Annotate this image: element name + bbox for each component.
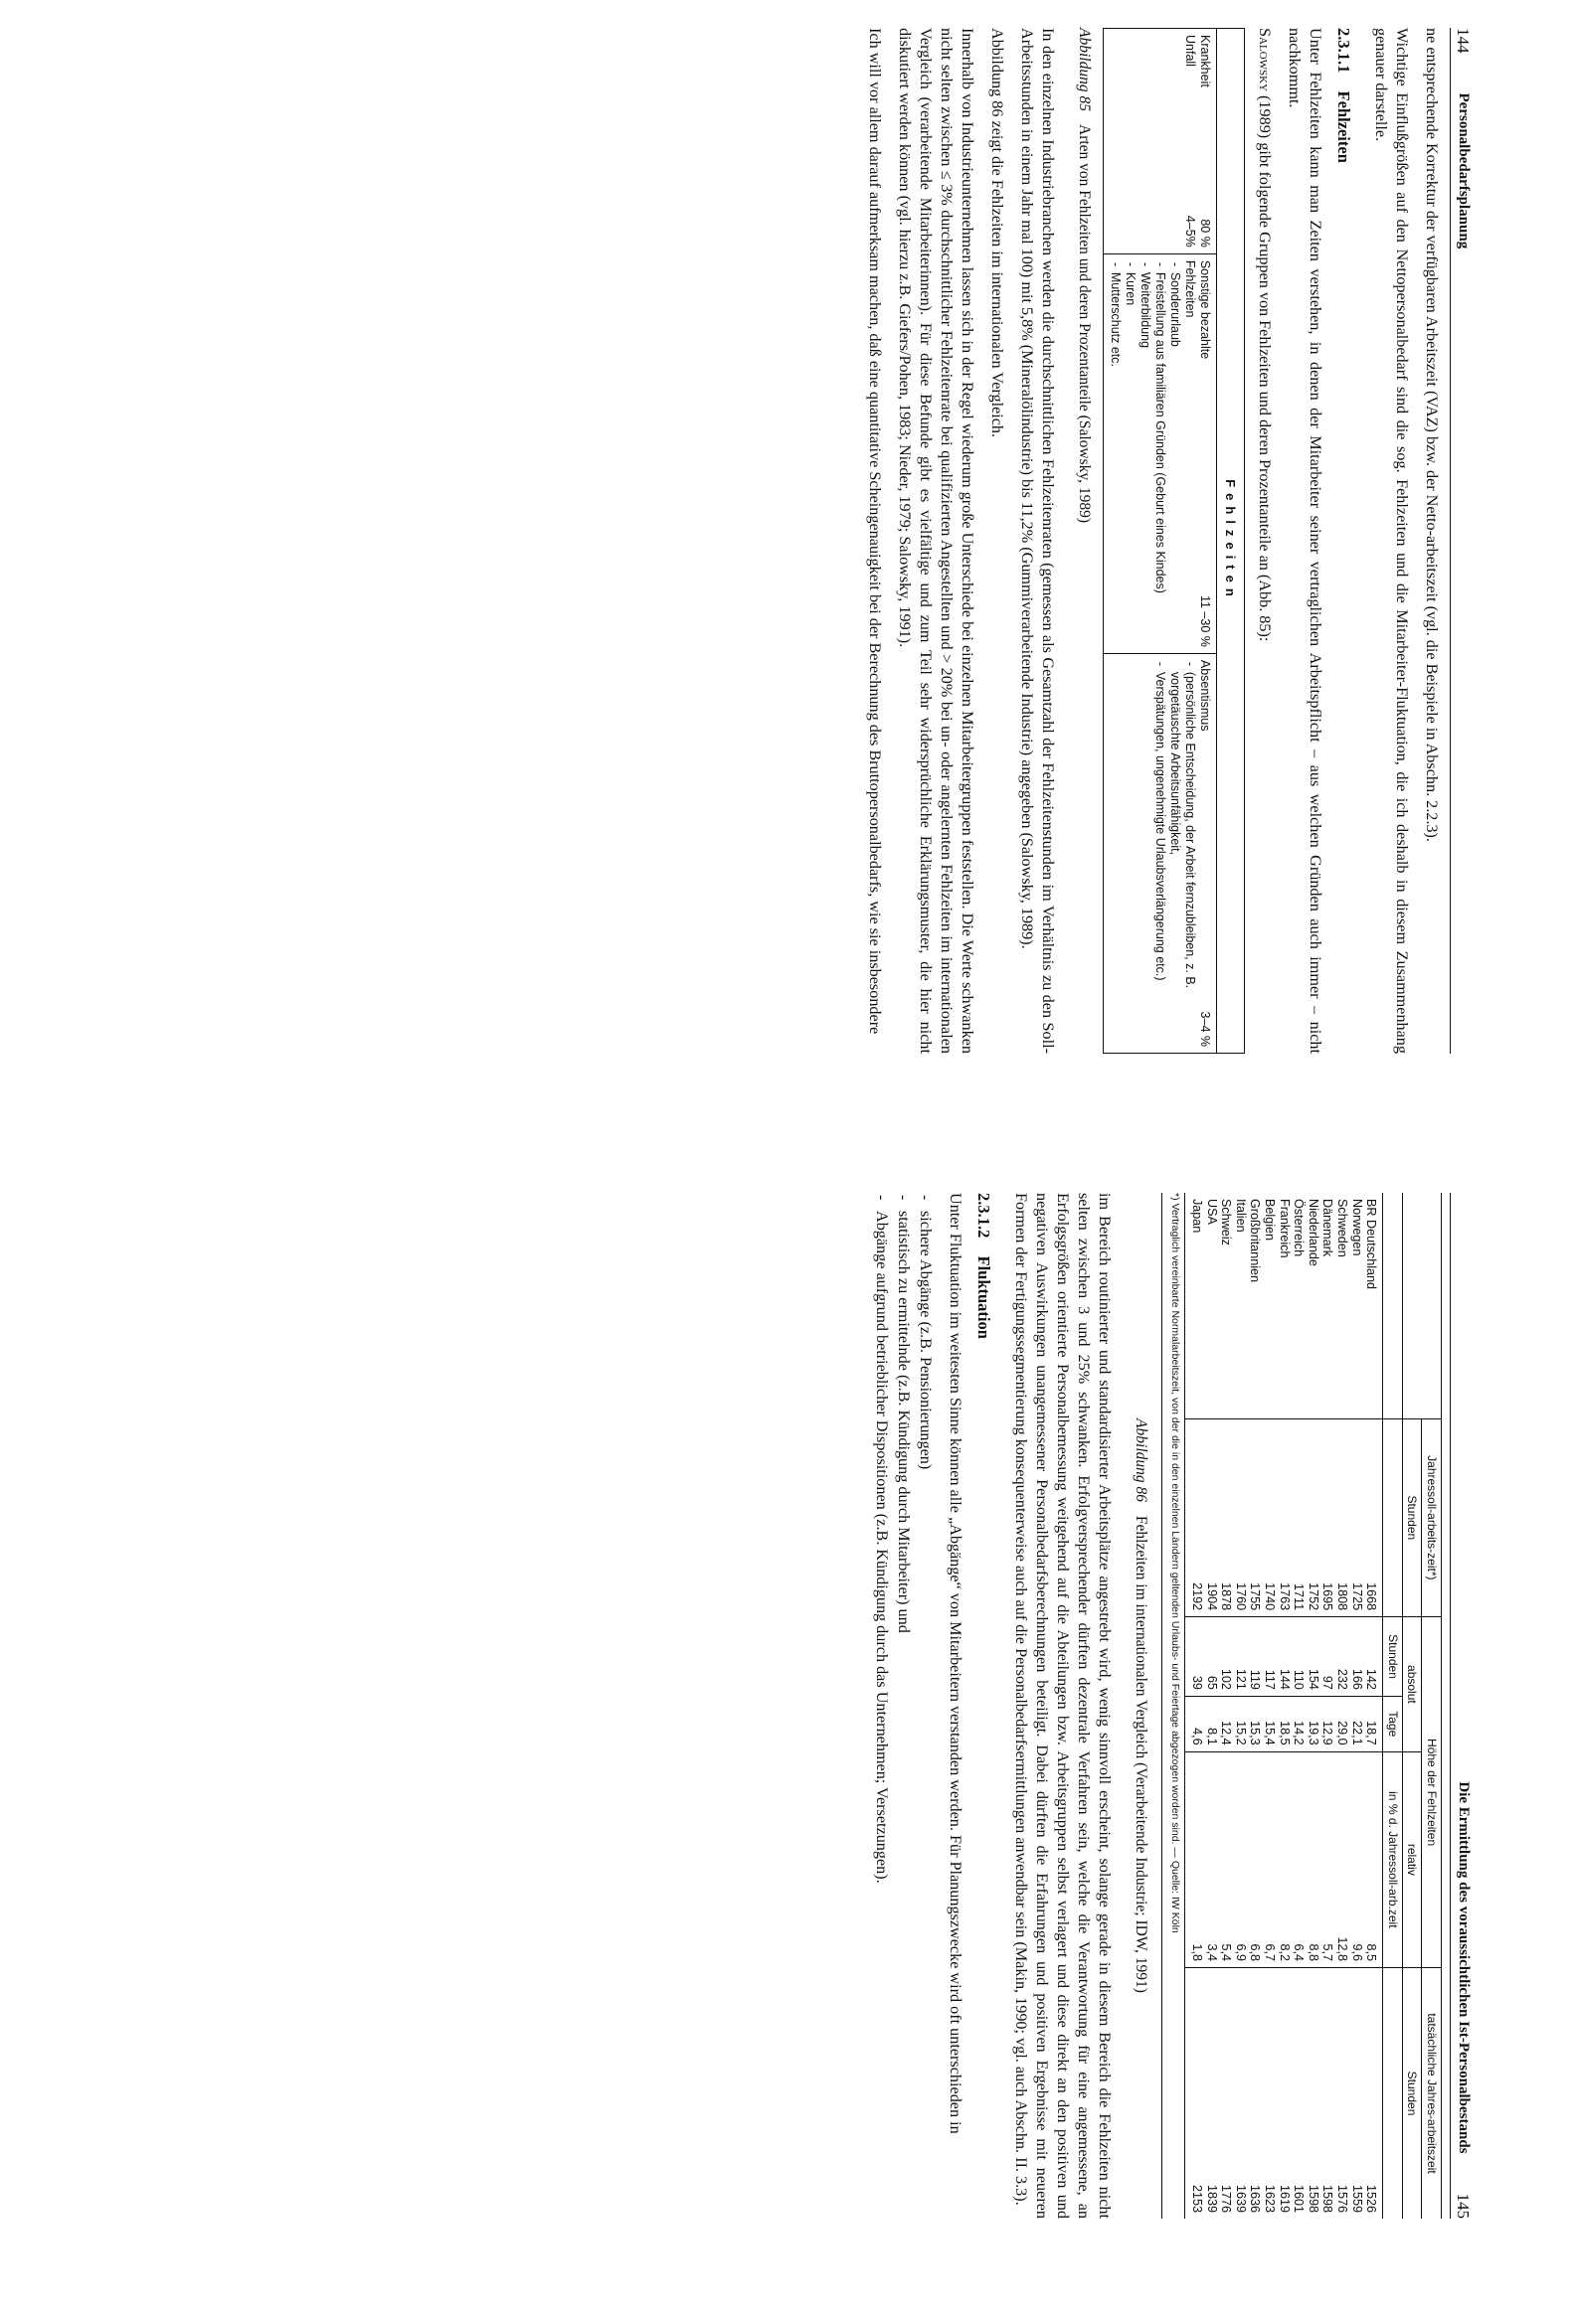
absence-group-title: Absentismus <box>1198 659 1212 732</box>
cell-tats: 1598 <box>1320 1968 1335 2219</box>
paragraph: In den einzelnen Industriebranchen werden die durchschnittlichen Fehlzeitenraten (gemessen als Gesamtzahl der Fehlzeitenstunden im Verhältnis zu den Soll-Arbeitsstunden in einem Jahr mal 100) mit 5,8% (Mineralölindustrie) bis 11,2% (Gummiverarbeitende Industrie) angegeben (Salowsky, 1989). <box>1018 28 1057 1054</box>
section-heading <box>974 1193 995 2219</box>
table-body <box>1185 1193 1383 2219</box>
unit-spacer <box>1383 1418 1403 1617</box>
cell-tage: 29,0 <box>1334 1696 1349 1751</box>
running-head <box>1450 1193 1474 2219</box>
absence-row <box>1182 35 1197 248</box>
cell-std: 154 <box>1306 1617 1320 1697</box>
cell-tage: 15,3 <box>1248 1696 1263 1751</box>
unit-spacer <box>1383 1968 1403 2219</box>
list-item: - sichere Abgänge (z.B. Pensionierungen) <box>916 1211 937 2219</box>
cell-soll: 1755 <box>1248 1418 1263 1617</box>
list-item: - Abgänge aufgrund betrieblicher Dispositionen (z.B. Kündigung durch das Unternehmen; Versetzungen). <box>872 1211 893 2219</box>
fehlzeiten-header: Höhe der Fehlzeiten <box>1422 1617 1442 1968</box>
cell-tats: 1601 <box>1292 1968 1307 2219</box>
paragraph <box>1254 28 1275 1054</box>
figure-86-caption <box>1132 1193 1152 2219</box>
section-title: Fehlzeiten <box>1334 90 1353 163</box>
table-row <box>1277 1193 1292 2219</box>
paragraph: Unter Fehlzeiten kann man Zeiten verstehen, in denen der Mitarbeiter seiner vertraglichen Arbeitspflicht – aus welchen Gründen auch immer – nicht nachkommt. <box>1286 28 1324 1054</box>
cell-std: 142 <box>1364 1617 1383 1697</box>
running-head-title: Personalbedarfsplanung <box>1456 92 1472 249</box>
cell-soll: 1760 <box>1233 1418 1248 1617</box>
cell-country: Japan <box>1190 1199 1205 1234</box>
absence-group-header <box>1197 660 1212 1047</box>
table-row <box>1349 1193 1364 2219</box>
cell-tats: 2153 <box>1185 1968 1204 2219</box>
absence-item: - Weiterbildung <box>1138 272 1152 647</box>
cell-std: 232 <box>1334 1617 1349 1697</box>
caption-label: Abbildung 86 <box>1133 1418 1150 1503</box>
unit-label: Stunden <box>1402 1968 1422 2219</box>
table-row <box>1364 1193 1383 2219</box>
table-row <box>1185 1193 1204 2219</box>
absence-group-header <box>1182 260 1212 647</box>
author-name: Salowsky <box>1256 28 1274 91</box>
section-title: Fluktuation <box>974 1255 994 1339</box>
relativ-header: relativ <box>1402 1751 1422 1967</box>
table-row <box>1262 1193 1277 2219</box>
cell-soll: 1668 <box>1364 1418 1383 1617</box>
absence-item: - Mutterschutz etc. <box>1108 272 1123 647</box>
table-footnote: *) Vertraglich vereinbarte Normalarbeitszeit, von der die in den einzelnen Ländern geltenden Urlaubs- und Feiertage abgezogen worden sind. — Quelle: IW Köln <box>1162 1193 1185 2219</box>
paragraph: ne entsprechende Korrektur der verfügbaren Arbeitszeit (VAZ) bzw. der Netto-arbeitszeit (vgl. die Beispiele in Abschn. 2.2.3). <box>1423 28 1441 842</box>
cell-tats: 1559 <box>1349 1968 1364 2219</box>
cell-std: 121 <box>1233 1617 1248 1697</box>
cell-tats: 1636 <box>1248 1968 1263 2219</box>
cell-pct: 1,8 <box>1185 1751 1204 1967</box>
section-heading <box>1333 28 1354 1054</box>
cell-pct: 9,6 <box>1349 1751 1364 1967</box>
absence-value: 4–5% <box>1183 215 1197 248</box>
table-row <box>1248 1193 1263 2219</box>
cell-country: Schweiz <box>1219 1199 1234 1245</box>
absence-group-title: Sonstige bezahlte Fehlzeiten <box>1183 259 1212 360</box>
caption-label: Abbildung 85 <box>1076 28 1093 111</box>
paragraph: Innerhalb von Industrieunternehmen lassen sich in der Regel wiederum große Unterschiede bei einzelnen Mitarbeitergruppen feststellen. Die Werte schwanken nicht selten zwischen ≤ 3% durchschnittlicher Fehlzeitenrate bei qualifizierten Angestellten und > 20% bei un- oder angelernten Fehlzeiten im internationalen Vergleich (verarbeitende Mitarbeiterinnen). Für diese Befunde gibt es vielfältige und zum Teil sehr widersprüchliche Erklärungsmuster, die hier nicht diskutiert werden können (vgl. hierzu z.B. Giefers/Pohen, 1983; Nieder, 1979; Salowsky, 1991). <box>896 28 976 1054</box>
cell-pct: 8,8 <box>1306 1751 1320 1967</box>
absence-label: Unfall <box>1183 35 1197 67</box>
absence-item: - Verspätungen, ungenehmigte Urlaubsverlängerung etc.) <box>1152 672 1167 1047</box>
cell-std: 166 <box>1349 1617 1364 1697</box>
running-head-title: Die Ermittlung des voraussichtlichen Ist-Personalbestands <box>1456 1781 1472 2154</box>
cell-tage: 12,9 <box>1320 1696 1335 1751</box>
absence-row <box>1197 35 1212 248</box>
table-row <box>1219 1193 1234 2219</box>
caption-text: Fehlzeiten im internationalen Vergleich (Verarbeitende Industrie; IDW, 1991) <box>1133 1515 1150 1993</box>
cell-tage: 12,4 <box>1219 1696 1234 1751</box>
cell-tage: 18,5 <box>1277 1696 1292 1751</box>
cell-soll: 1695 <box>1320 1418 1335 1617</box>
cell-tats: 1598 <box>1306 1968 1320 2219</box>
fluctuation-list <box>872 1193 937 2219</box>
page-number: 144 <box>1454 28 1473 54</box>
cell-std: 102 <box>1219 1617 1234 1697</box>
cell-pct: 3,4 <box>1204 1751 1219 1967</box>
unit-label: in % d. Jahressoll-arb.zeit <box>1383 1751 1403 1967</box>
cell-pct: 5,4 <box>1219 1751 1234 1967</box>
table-row <box>1292 1193 1307 2219</box>
cell-soll: 1752 <box>1306 1418 1320 1617</box>
cell-tats: 1619 <box>1277 1968 1292 2219</box>
cell-tats: 1576 <box>1334 1968 1349 2219</box>
absence-item: - Kuren <box>1123 272 1138 647</box>
paragraph: Ich will vor allem darauf aufmerksam machen, daß eine quantitative Scheingenauigkeit bei der Berechnung des Bruttopersonalbedarfs, wie sie insbesondere <box>866 28 884 1035</box>
cell-tage: 8,1 <box>1204 1696 1219 1751</box>
caption-text: Arten von Fehlzeiten und deren Prozentanteile (Salowsky, 1989) <box>1076 124 1093 524</box>
absence-item: - Freistellung aus familiären Gründen (Geburt eines Kindes) <box>1152 272 1167 647</box>
cell-tats: 1839 <box>1204 1968 1219 2219</box>
absence-group-value: 11 –30 % <box>1198 594 1212 647</box>
cell-soll: 1808 <box>1334 1418 1349 1617</box>
cell-tage: 4,6 <box>1185 1696 1204 1751</box>
cell-soll: 1904 <box>1204 1418 1219 1617</box>
cell-std: 117 <box>1262 1617 1277 1697</box>
country-header <box>1402 1193 1441 1418</box>
cell-country: Norwegen <box>1349 1199 1364 1256</box>
figure-85-heading: Fehlzeiten <box>1217 29 1245 1054</box>
cell-pct: 8,5 <box>1364 1751 1383 1967</box>
cell-std: 144 <box>1277 1617 1292 1697</box>
cell-country: BR Deutschland <box>1364 1199 1379 1290</box>
cell-tage: 18,7 <box>1364 1696 1383 1751</box>
cell-tage: 15,4 <box>1262 1696 1277 1751</box>
absence-label: Krankheit <box>1198 35 1212 87</box>
cell-country: Dänemark <box>1320 1199 1335 1257</box>
cell-soll: 1740 <box>1262 1418 1277 1617</box>
cell-country: USA <box>1204 1199 1219 1225</box>
cell-pct: 5,7 <box>1320 1751 1335 1967</box>
section-number: 2.3.1.2 <box>974 1193 994 1239</box>
cell-pct: 12,8 <box>1334 1751 1349 1967</box>
cell-soll: 2192 <box>1185 1418 1204 1617</box>
running-head <box>1450 28 1474 1054</box>
cell-tats: 1639 <box>1233 1968 1248 2219</box>
unit-label: Stunden <box>1402 1418 1422 1617</box>
cell-tage: 19,3 <box>1306 1696 1320 1751</box>
cell-std: 119 <box>1248 1617 1263 1697</box>
cell-pct: 6,4 <box>1292 1751 1307 1967</box>
list-item: - statistisch zu ermittelnde (z.B. Kündigung durch Mitarbeiter) und <box>894 1211 915 2219</box>
absolut-header: absolut <box>1402 1617 1422 1752</box>
absence-value: 80 % <box>1198 219 1212 248</box>
cell-tats: 1623 <box>1262 1968 1277 2219</box>
cell-country: Österreich <box>1292 1199 1307 1257</box>
cell-std: 97 <box>1320 1617 1335 1697</box>
cell-std: 65 <box>1204 1617 1219 1697</box>
paragraph-text: (1989) gibt folgende Gruppen von Fehlzeiten und deren Prozentanteile an (Abb. 85): <box>1256 95 1274 642</box>
cell-country: Frankreich <box>1277 1199 1292 1258</box>
cell-country: Italien <box>1233 1199 1248 1233</box>
figure-85-caption <box>1074 28 1095 1054</box>
table-row <box>1233 1193 1248 2219</box>
section-number: 2.3.1.1 <box>1334 28 1353 74</box>
figure-85-table <box>1103 28 1245 1054</box>
cell-country: Belgien <box>1263 1199 1278 1242</box>
cell-country: Schweden <box>1335 1199 1350 1257</box>
cell-soll: 1725 <box>1349 1418 1364 1617</box>
absence-group-value: 3–4 % <box>1198 1011 1212 1047</box>
cell-tage: 22,1 <box>1349 1696 1364 1751</box>
paragraph: Abbildung 86 zeigt die Fehlzeiten im internationalen Vergleich. <box>988 28 1006 438</box>
unit-spacer <box>1383 1193 1403 1418</box>
cell-pct: 6,9 <box>1233 1751 1248 1967</box>
cell-std: 39 <box>1185 1617 1204 1697</box>
cell-pct: 6,8 <box>1248 1751 1263 1967</box>
cell-pct: 8,2 <box>1277 1751 1292 1967</box>
soll-header: Jahressoll-arbeits-zeit*) <box>1422 1418 1442 1617</box>
page-144 <box>744 4 1480 1078</box>
figure-86-table <box>1185 1193 1443 2219</box>
tats-header: tatsächliche Jahres-arbeitszeit <box>1422 1968 1442 2219</box>
cell-country: Großbritannien <box>1248 1199 1263 1282</box>
table-row <box>1334 1193 1349 2219</box>
unit-label: Stunden <box>1383 1617 1403 1697</box>
cell-soll: 1711 <box>1292 1418 1307 1617</box>
page-number: 145 <box>1454 2193 1473 2219</box>
table-row <box>1320 1193 1335 2219</box>
paragraph: im Bereich routinierter und standardisierter Arbeitsplätze angestrebt wird, wenig sinnvoll erscheint, solange gerade in diesem Bereich die Fehlzeiten nicht selten zwischen 3 und 25% schwanken. Erfolgversprechender dürften dezentrale Verfahren sein, welche die Verantwortung für eine angemessene, an Erfolgsgrößen orientierte Personalbemessung weitgehend auf die Abteilungen bzw. Arbeitsgruppen selbst verlagert und diese direkt an den positiven und negativen Auswirkungen unangemessener Personalbedarfsberechnungen beteiligt. Dabei dürften die Erfahrungen und positiven Ergebnisse mit neueren Formen der Fertigungssegmentierung konsequenterweise auch auf die Personalbedarfsermittlungen anwendbar sein (Makin, 1990; vgl. auch Abschn. II. 3.3). <box>1012 1193 1115 2219</box>
absence-item: - Sonderurlaub <box>1167 272 1182 647</box>
cell-std: 110 <box>1292 1617 1307 1697</box>
cell-tage: 15,2 <box>1233 1696 1248 1751</box>
cell-tats: 1776 <box>1219 1968 1234 2219</box>
cell-pct: 6,7 <box>1262 1751 1277 1967</box>
cell-tage: 14,2 <box>1292 1696 1307 1751</box>
cell-soll: 1878 <box>1219 1418 1234 1617</box>
cell-tats: 1526 <box>1364 1968 1383 2219</box>
cell-country: Niederlande <box>1306 1199 1320 1266</box>
paragraph: Wichtige Einflußgrößen auf den Nettopersonalbedarf sind die sog. Fehlzeiten und die Mitarbeiter-Fluktuation, die ich deshalb in diesem Zusammenhang genauer darstelle. <box>1372 28 1411 1054</box>
table-row <box>1306 1193 1320 2219</box>
unit-label: Tage <box>1383 1696 1403 1751</box>
absence-item: - (persönliche Entscheidung, der Arbeit fernzubleiben, z. B. vorgetäuschte Arbeitsunfähigkeit, <box>1167 672 1197 1047</box>
cell-soll: 1763 <box>1277 1418 1292 1617</box>
paragraph: Unter Fluktuation im weitesten Sinne können alle „Abgänge“ von Mitarbeitern verstanden werden. Für Planungszwecke wird oft unterschieden in <box>947 1193 965 2134</box>
table-row <box>1204 1193 1219 2219</box>
page-145 <box>744 1169 1480 2242</box>
